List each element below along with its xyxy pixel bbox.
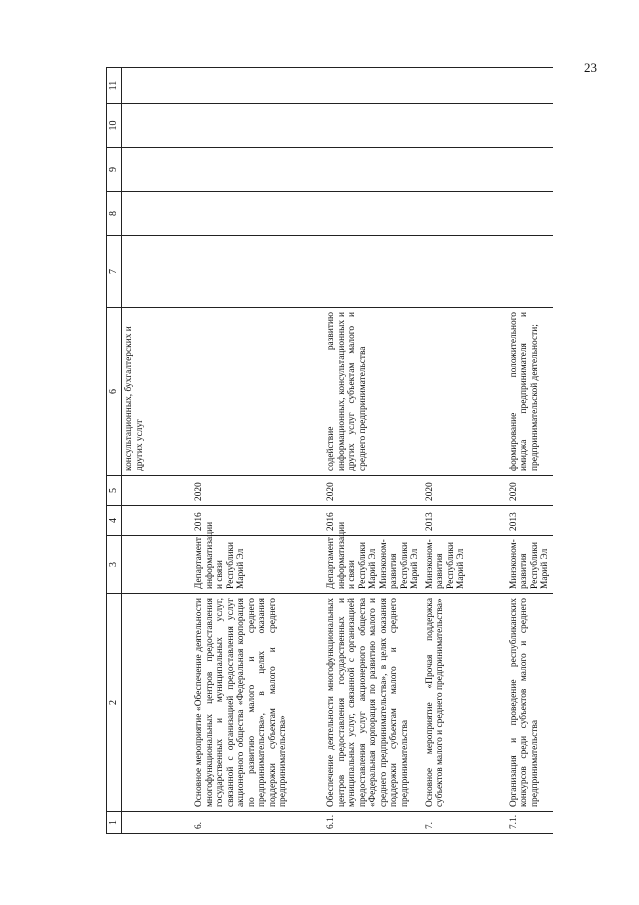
start-year: 2016 [324,506,423,536]
end-year: 2020 [192,476,324,506]
cell-col9 [192,148,324,192]
measure-name: Основное мероприятие «Прочая поддержка субъектов малого и среднего предпринимательства» [423,594,507,812]
expected-result: консультационных, бухгалтерских и других услуг [122,308,193,476]
executor [122,536,193,594]
cell-col10 [423,104,507,148]
cell-col8 [192,192,324,236]
rotated-table-wrapper [106,68,551,834]
header-cell: 6 [107,308,122,476]
row-number [122,812,193,834]
header-cell: 7 [107,236,122,308]
cell-col10 [507,104,553,148]
expected-result: содействие развитию информационных, консультационных и других услуг субъектам малого и среднего предпринимательства [324,308,423,476]
measure-name: Основное мероприятие «Обеспечение деятельности многофункциональных центров предоставления государственных и муниципальных услуг, связанной с организацией предоставления услуг акционерного общества «Федеральная корпорация по развитию малого и среднего предпринимательства», в целях оказания поддержки субъектам малого и среднего предпринимательства» [192,594,324,812]
expected-result [423,308,507,476]
cell-col7 [324,236,423,308]
header-cell: 11 [107,68,122,104]
start-year [122,506,193,536]
header-cell: 1 [107,812,122,834]
cell-col11 [122,68,193,104]
measure-name: Обеспечение деятельности многофункциональных центров предоставления государственных и муниципальных услуг, связанной с организацией предоставления услуг акционерного общества «Федеральная корпорация по развитию малого и среднего предпринимательства», в целях оказания поддержки субъектам малого и среднего предпринимательства [324,594,423,812]
expected-result: формирование положительного имиджа предпринимателя и предпринимательской деятельности; [507,308,553,476]
cell-col9 [507,148,553,192]
expected-result [192,308,324,476]
page-number: 23 [584,60,597,75]
table-row [122,68,193,834]
row-number: 6.1. [324,812,423,834]
end-year: 2020 [507,476,553,506]
header-cell: 4 [107,506,122,536]
executor: Департамент информатизации и связи Республики Марий Эл Минэконом-развития Республики Марий Эл [324,536,423,594]
table-row [423,68,507,834]
cell-col8 [122,192,193,236]
cell-col11 [423,68,507,104]
cell-col11 [507,68,553,104]
row-number: 7. [423,812,507,834]
header-cell: 5 [107,476,122,506]
table-row [507,68,553,834]
cell-col10 [192,104,324,148]
cell-col8 [423,192,507,236]
start-year: 2013 [507,506,553,536]
cell-col7 [507,236,553,308]
table-row [324,68,423,834]
cell-col11 [192,68,324,104]
cell-col9 [423,148,507,192]
cell-col7 [192,236,324,308]
header-cell: 3 [107,536,122,594]
row-number: 6. [192,812,324,834]
end-year: 2020 [423,476,507,506]
header-cell: 8 [107,192,122,236]
cell-col8 [324,192,423,236]
start-year: 2013 [423,506,507,536]
header-cell: 10 [107,104,122,148]
header-cell: 9 [107,148,122,192]
executor: Минэконом-развития Республики Марий Эл [423,536,507,594]
cell-col8 [507,192,553,236]
measures-table [106,67,553,834]
end-year: 2020 [324,476,423,506]
cell-col7 [122,236,193,308]
cell-col9 [324,148,423,192]
measure-name [122,594,193,812]
measure-name: Организация и проведение республиканских конкурсов среди субъектов малого и среднего предпринимательства [507,594,553,812]
cell-col10 [324,104,423,148]
table-row [192,68,324,834]
cell-col7 [423,236,507,308]
end-year [122,476,193,506]
cell-col10 [122,104,193,148]
executor: Департамент информатизации и связи Республики Марий Эл [192,536,324,594]
header-row [107,68,122,834]
cell-col11 [324,68,423,104]
header-cell: 2 [107,594,122,812]
row-number: 7.1. [507,812,553,834]
executor: Минэконом-развития Республики Марий Эл [507,536,553,594]
cell-col9 [122,148,193,192]
start-year: 2016 [192,506,324,536]
